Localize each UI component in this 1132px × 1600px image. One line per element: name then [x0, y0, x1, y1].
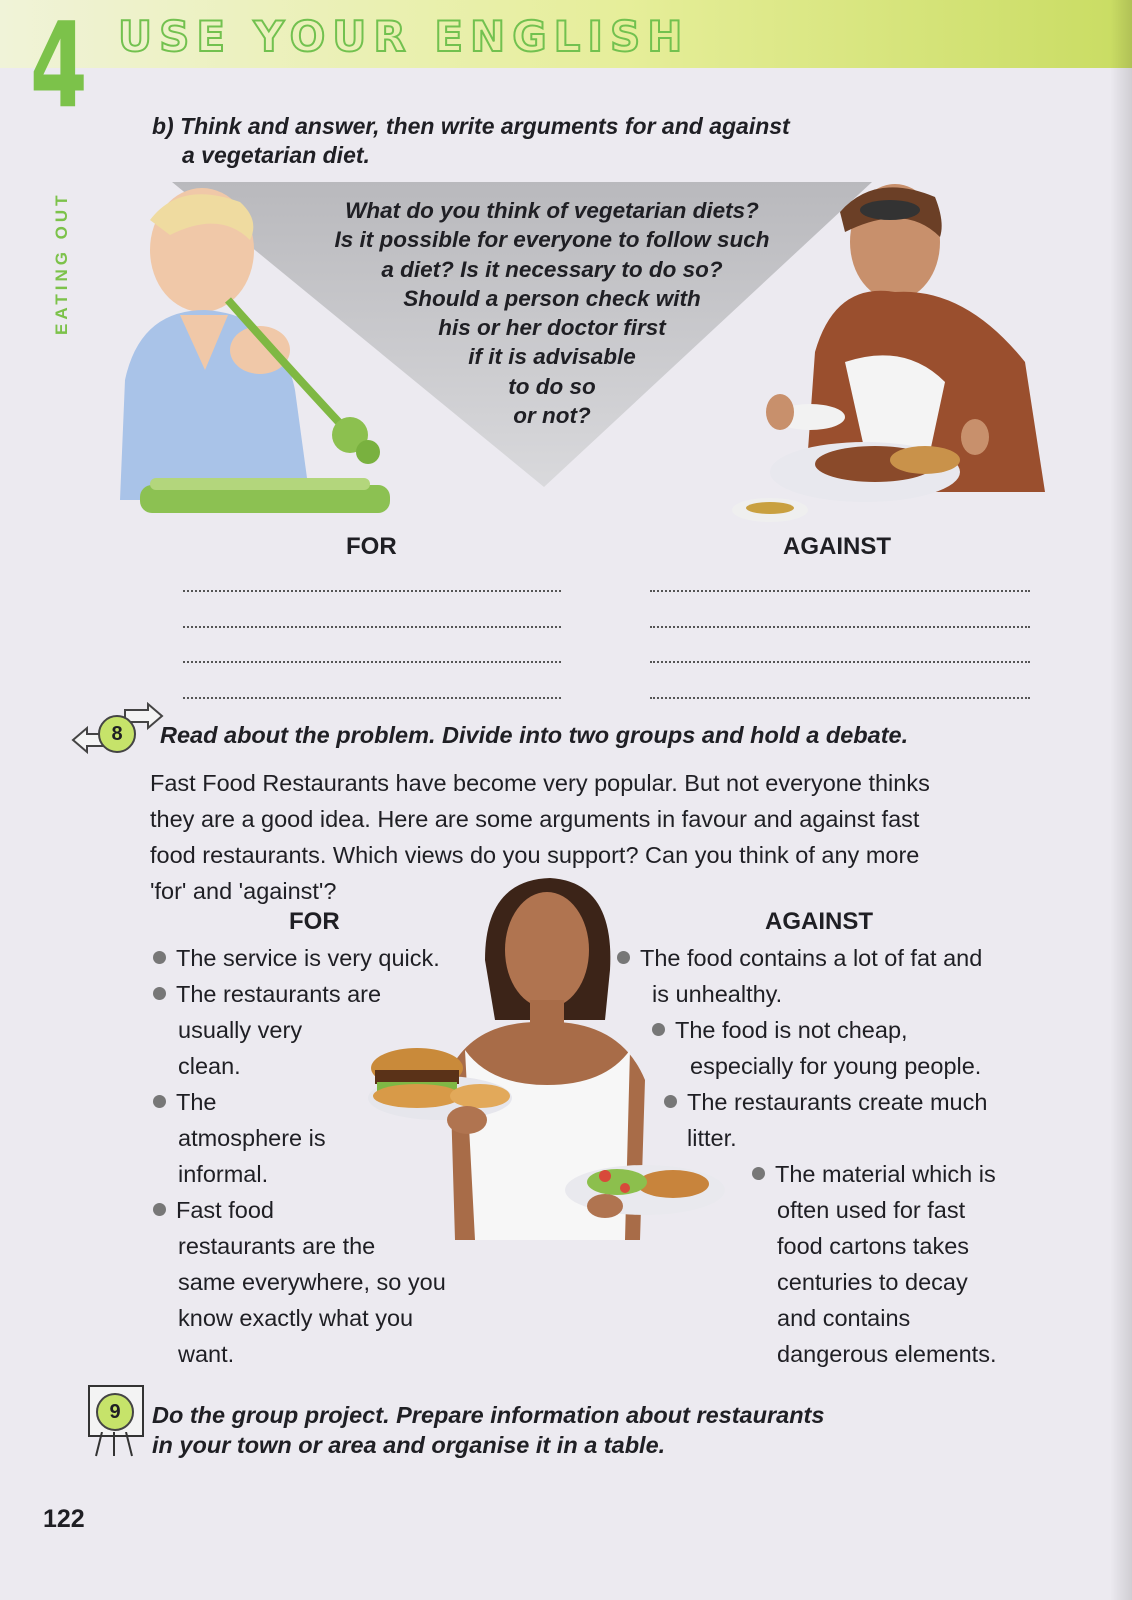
- bullet-icon: [752, 1167, 765, 1180]
- against-heading: AGAINST: [783, 533, 891, 560]
- list-item-continuation: centuries to decay: [777, 1269, 968, 1295]
- exercise-b-instruction: [152, 112, 912, 170]
- list-item: The material which is: [617, 1156, 996, 1192]
- instruction-line: b) Think and answer, then write arguments for and against: [152, 113, 790, 139]
- question-line: his or her doctor first: [438, 315, 666, 341]
- fast-food-for-heading: FOR: [289, 908, 340, 935]
- fast-food-against-heading: AGAINST: [765, 908, 873, 935]
- bullet-icon: [153, 951, 166, 964]
- for-answer-line[interactable]: [183, 697, 561, 699]
- against-answer-line[interactable]: [650, 626, 1030, 628]
- list-item-continuation: informal.: [178, 1161, 269, 1187]
- for-answer-line[interactable]: [183, 590, 561, 592]
- unit-title: USE YOUR ENGLISH: [118, 12, 690, 61]
- easel-legs-icon: [92, 1432, 136, 1458]
- exercise-9-text: [152, 1400, 824, 1460]
- bullet-icon: [617, 951, 630, 964]
- list-item-continuation: atmosphere is: [178, 1125, 326, 1151]
- paragraph-line: 'for' and 'against'?: [150, 878, 337, 904]
- paragraph-line: food restaurants. Which views do you support? Can you think of any more: [150, 842, 920, 868]
- list-item: The restaurants are: [153, 976, 446, 1012]
- side-label: EATING OUT: [52, 191, 71, 335]
- woman-celery-photo: [110, 180, 400, 530]
- page-number: 122: [43, 1505, 85, 1533]
- fast-food-against-list: [617, 940, 996, 1372]
- woman-meal-photo: [725, 172, 1060, 532]
- against-answer-line[interactable]: [650, 590, 1030, 592]
- list-item-continuation: restaurants are the: [178, 1233, 376, 1259]
- fast-food-for-list: [153, 940, 446, 1372]
- exercise-9-line: Do the group project. Prepare information about restaurants: [152, 1402, 825, 1428]
- bullet-icon: [153, 987, 166, 1000]
- for-answer-line[interactable]: [183, 661, 561, 663]
- list-item: The food contains a lot of fat and: [617, 940, 996, 976]
- question-line: What do you think of vegetarian diets?: [345, 198, 759, 223]
- list-item-continuation: want.: [178, 1341, 235, 1367]
- paragraph-line: Fast Food Restaurants have become very popular. But not everyone thinks: [150, 770, 930, 796]
- list-item: The: [153, 1084, 446, 1120]
- bullet-icon: [652, 1023, 665, 1036]
- list-item-continuation: litter.: [687, 1125, 737, 1151]
- for-answer-line[interactable]: [183, 626, 561, 628]
- list-item-continuation: food cartons takes: [777, 1233, 970, 1259]
- exercise-9-number: 9: [96, 1393, 134, 1431]
- paragraph-line: they are a good idea. Here are some arguments in favour and against fast: [150, 806, 920, 832]
- list-item-continuation: often used for fast: [777, 1197, 966, 1223]
- against-answer-line[interactable]: [650, 697, 1030, 699]
- bullet-icon: [153, 1203, 166, 1216]
- list-item-continuation: and contains: [777, 1305, 911, 1331]
- instruction-line: a vegetarian diet.: [182, 142, 370, 168]
- list-item-continuation: dangerous elements.: [777, 1341, 997, 1367]
- exercise-8-title: Read about the problem. Divide into two groups and hold a debate.: [160, 722, 909, 748]
- question-line: if it is advisable: [468, 344, 636, 370]
- list-item-continuation: is unhealthy.: [652, 981, 783, 1007]
- list-item: The food is not cheap,: [617, 1012, 996, 1048]
- for-heading: FOR: [346, 533, 397, 560]
- exercise-9-line: in your town or area and organise it in a table.: [152, 1432, 666, 1458]
- bullet-icon: [153, 1095, 166, 1108]
- question-line: or not?: [513, 403, 591, 429]
- list-item-continuation: especially for young people.: [690, 1053, 982, 1079]
- list-item-continuation: same everywhere, so you: [178, 1269, 446, 1295]
- list-item: Fast food: [153, 1192, 446, 1228]
- against-answer-line[interactable]: [650, 661, 1030, 663]
- exercise-8-number: 8: [98, 715, 136, 753]
- unit-number: 4: [30, 0, 88, 134]
- bullet-icon: [664, 1095, 677, 1108]
- page-edge-shadow: [1110, 0, 1132, 1600]
- list-item-continuation: know exactly what you: [178, 1305, 414, 1331]
- list-item: The restaurants create much: [617, 1084, 996, 1120]
- list-item-continuation: usually very: [178, 1017, 303, 1043]
- question-line: to do so: [508, 373, 596, 399]
- list-item-continuation: clean.: [178, 1053, 241, 1079]
- question-line: a diet? Is it necessary to do so?: [381, 256, 723, 282]
- list-item: The service is very quick.: [153, 940, 446, 976]
- question-line: Should a person check with: [403, 285, 701, 311]
- question-line: Is it possible for everyone to follow such: [334, 227, 770, 253]
